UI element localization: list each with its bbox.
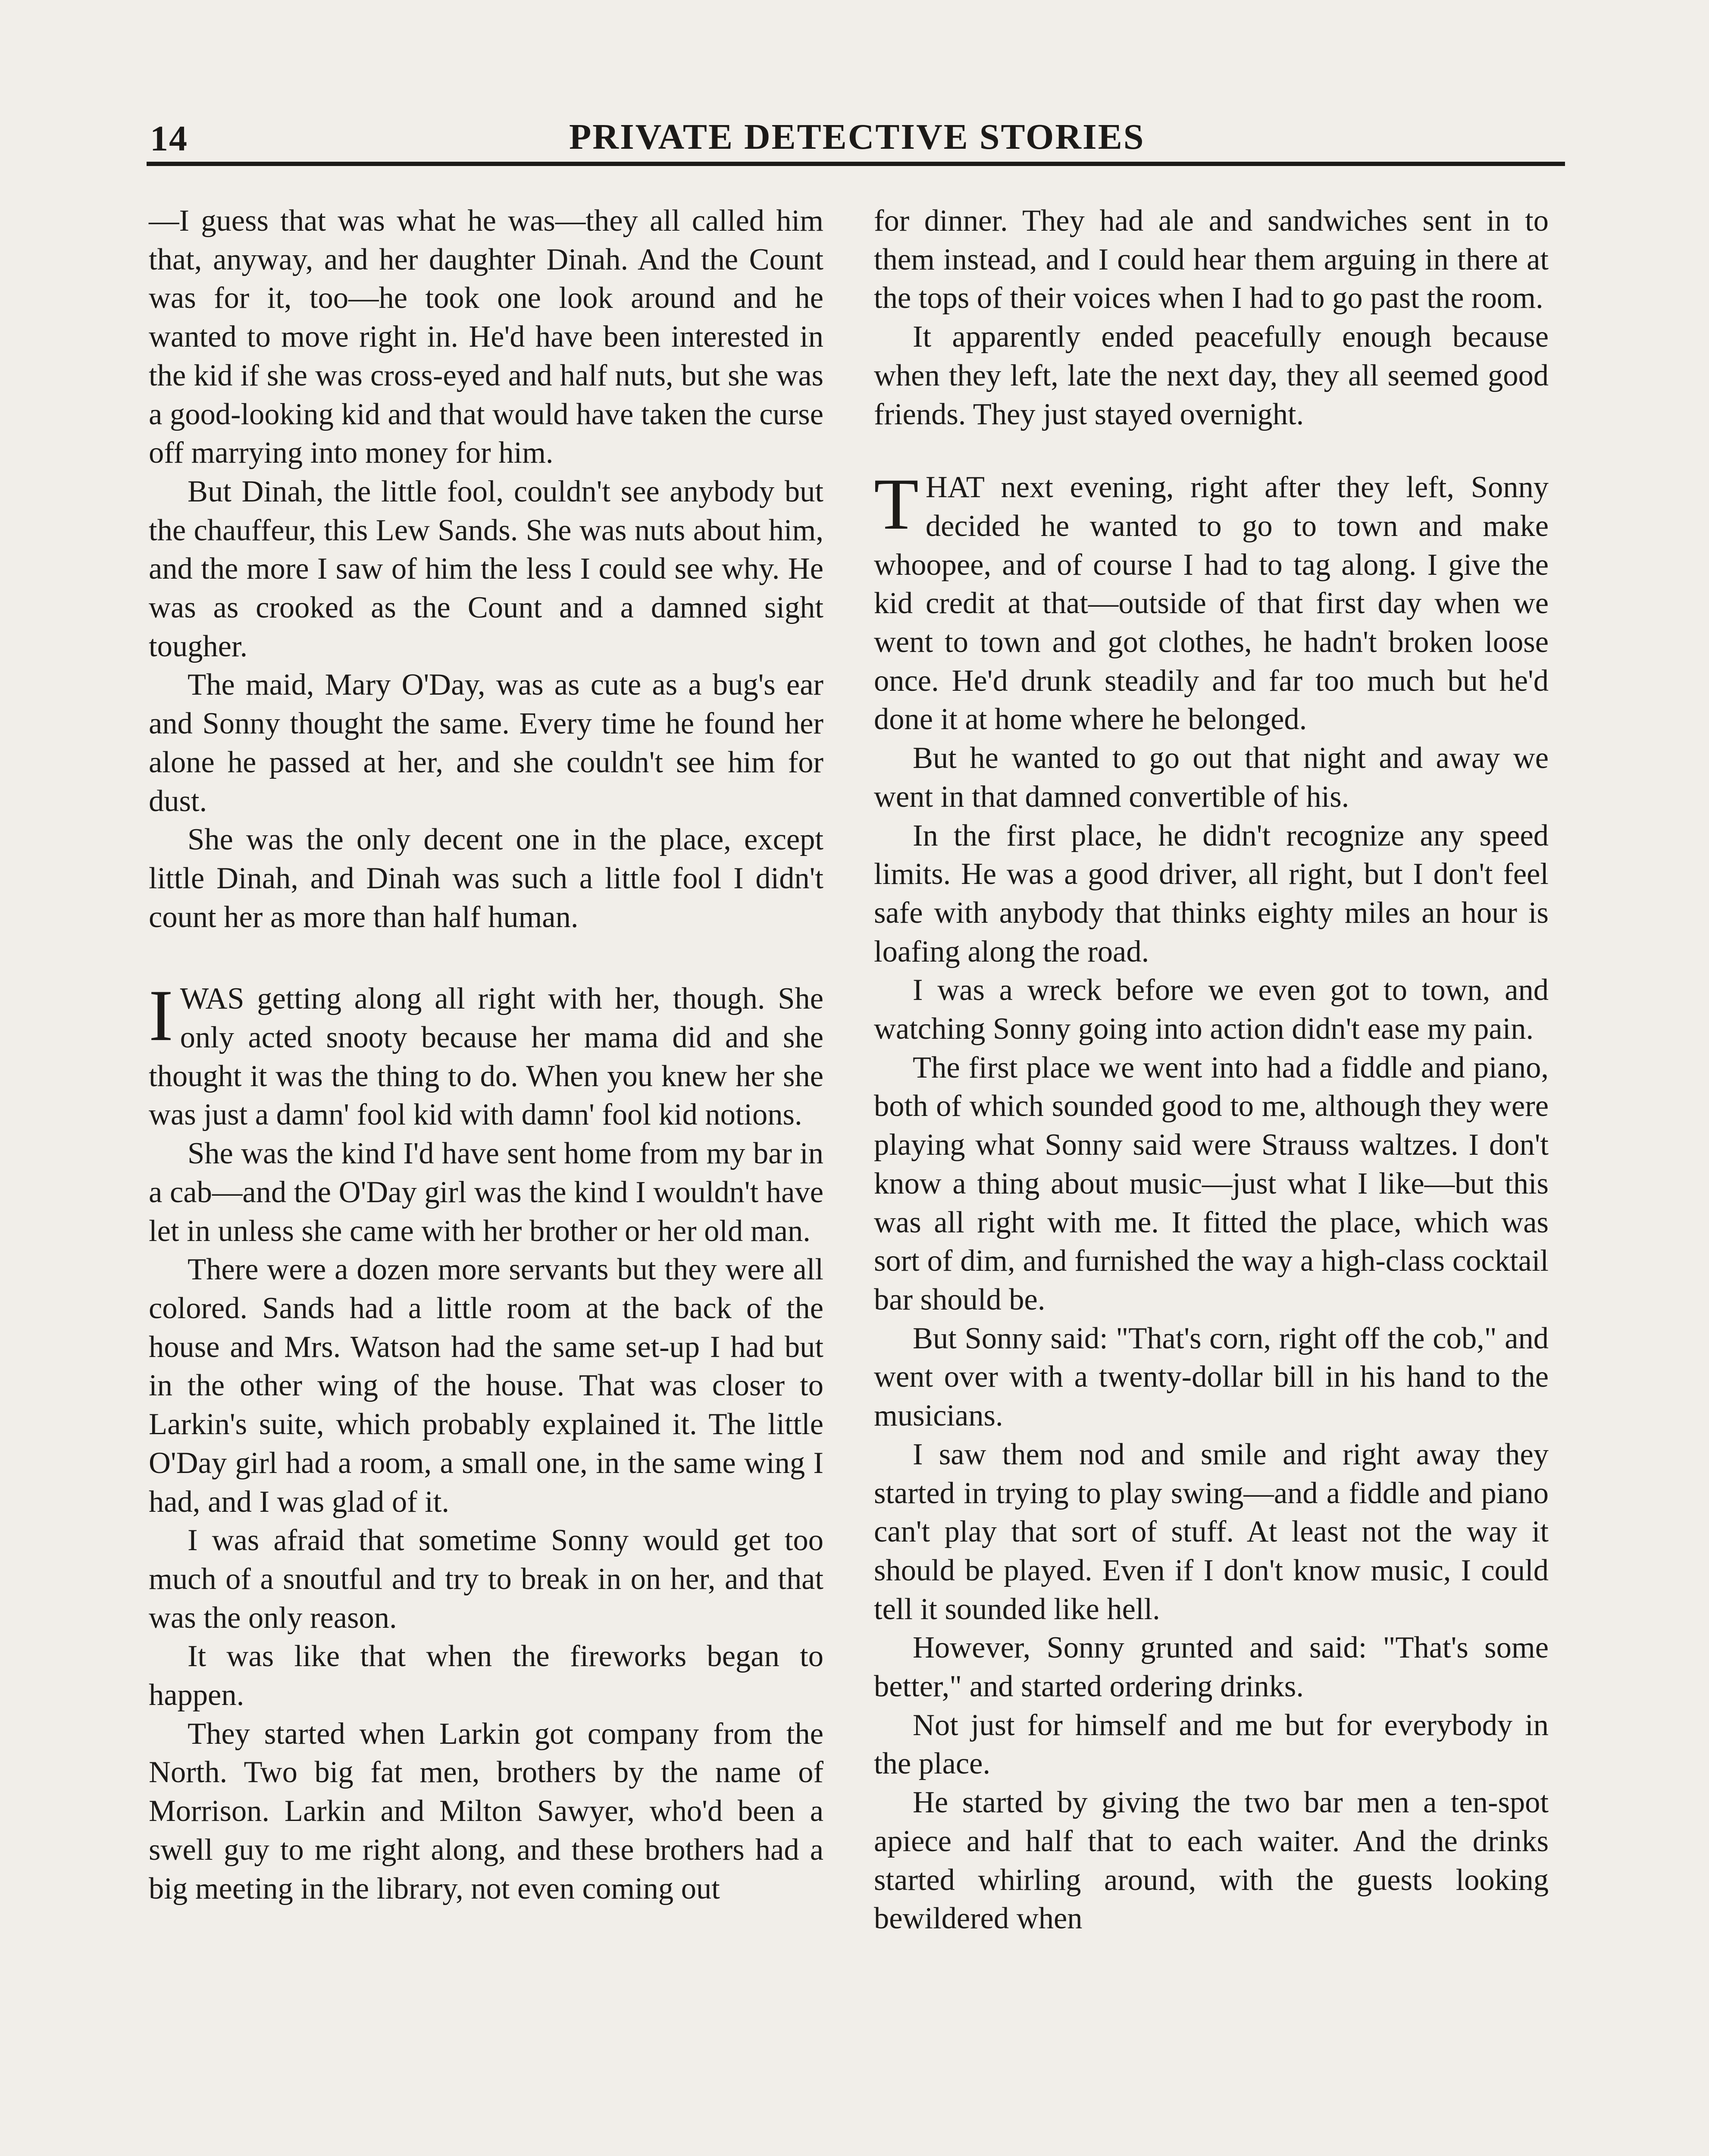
paragraph: —I guess that was what he was—they all called him that, anyway, and her daughter Dinah. And the Count was for it, too—he took one look around and he wanted to move right in. He'd have been interested in the kid if she was cross-eyed and half nuts, but she was a good-looking kid and that would have taken the curse off marrying into money for him.: [149, 204, 823, 470]
section-opening-paragraph: [874, 464, 1549, 739]
paragraph-text: WAS getting along all right with her, though. She only acted snooty because her mama did and she thought it was the thing to do. When you knew her she was just a damn' fool kid with damn' fool kid notions.: [149, 982, 823, 1132]
paragraph: In the first place, he didn't recognize any speed limits. He was a good driver, all right, but I don't feel safe with anybody that thinks eighty miles an hour is loafing along the road.: [874, 818, 1549, 968]
paragraph: It was like that when the fireworks began to happen.: [149, 1639, 823, 1712]
paragraph: She was the kind I'd have sent home from my bar in a cab—and the O'Day girl was the kind I wouldn't have let in unless she came with her brother or her old man.: [149, 1137, 823, 1248]
paragraph: However, Sonny grunted and said: "That's some better," and started ordering drinks.: [874, 1631, 1549, 1704]
paragraph: for dinner. They had ale and sandwiches sent in to them instead, and I could hear them arguing in there at the tops of their voices when I had to go past the room.: [874, 204, 1549, 315]
paragraph: She was the only decent one in the place, except little Dinah, and Dinah was such a little fool I didn't count her as more than half human.: [149, 823, 823, 934]
paragraph: It apparently ended peacefully enough because when they left, late the next day, they all seemed good friends. They just stayed overnight.: [874, 320, 1549, 431]
paragraph: I was a wreck before we even got to town, and watching Sonny going into action didn't ease my pain.: [874, 973, 1549, 1046]
page-header: [147, 110, 1565, 166]
left-column: [149, 202, 823, 1908]
paragraph: The first place we went into had a fiddle and piano, both of which sounded good to me, although they were playing what Sonny said were Strauss waltzes. I don't know a thing about music—just what I like—but this was all right with me. It fitted the place, which was sort of dim, and furnished the way a high-class cocktail bar should be.: [874, 1050, 1549, 1316]
paragraph: But Dinah, the little fool, couldn't see anybody but the chauffeur, this Lew Sands. She was nuts about him, and the more I saw of him the less I could see why. He was as crooked as the Count and a damned sight tougher.: [149, 474, 823, 663]
drop-cap: I: [149, 975, 173, 1056]
paragraph: He started by giving the two bar men a ten-spot apiece and half that to each waiter. And the drinks started whirling around, with the guests looking bewildered when: [874, 1786, 1549, 1936]
paragraph: There were a dozen more servants but they were all colored. Sands had a little room at the back of the house and Mrs. Watson had the same set-up I had but in the other wing of the house. That was closer to Larkin's suite, which probably explained it. The little O'Day girl had a room, a small one, in the same wing I had, and I was glad of it.: [149, 1253, 823, 1519]
page-number: 14: [150, 119, 188, 159]
paragraph: But he wanted to go out that night and away we went in that damned convertible of his.: [874, 741, 1549, 814]
drop-cap: T: [874, 464, 919, 545]
running-head: PRIVATE DETECTIVE STORIES: [569, 117, 1145, 157]
paragraph: I was afraid that sometime Sonny would get too much of a snoutful and try to break in on her, and that was the only reason.: [149, 1523, 823, 1635]
paragraph: They started when Larkin got company from the North. Two big fat men, brothers by the name of Morrison. Larkin and Milton Sawyer, who'd been a swell guy to me right along, and these brothers had a big meeting in the library, not even coming out: [149, 1717, 823, 1905]
paragraph: Not just for himself and me but for everybody in the place.: [874, 1708, 1549, 1781]
paragraph: But Sonny said: "That's corn, right off the cob," and went over with a twenty-dollar bill in his hand to the musicians.: [874, 1321, 1549, 1433]
paragraph: The maid, Mary O'Day, was as cute as a bug's ear and Sonny thought the same. Every time he found her alone he passed at her, and she couldn't see him for dust.: [149, 668, 823, 818]
section-opening-paragraph: [149, 975, 823, 1134]
paragraph: I saw them nod and smile and right away they started in trying to play swing—and a fiddle and piano can't play that sort of stuff. At least not the way it should be played. Even if I don't know music, I could tell it sounded like hell.: [874, 1437, 1549, 1626]
right-column: [874, 202, 1549, 1938]
paragraph-text: HAT next evening, right after they left, Sonny decided he wanted to go to town and make whoopee, and of course I had to tag along. I give the kid credit at that—outside of that first day when we went to town and got clothes, he hadn't broken loose once. He'd drunk steadily and far too much but he'd done it at home where he belonged.: [874, 470, 1549, 736]
